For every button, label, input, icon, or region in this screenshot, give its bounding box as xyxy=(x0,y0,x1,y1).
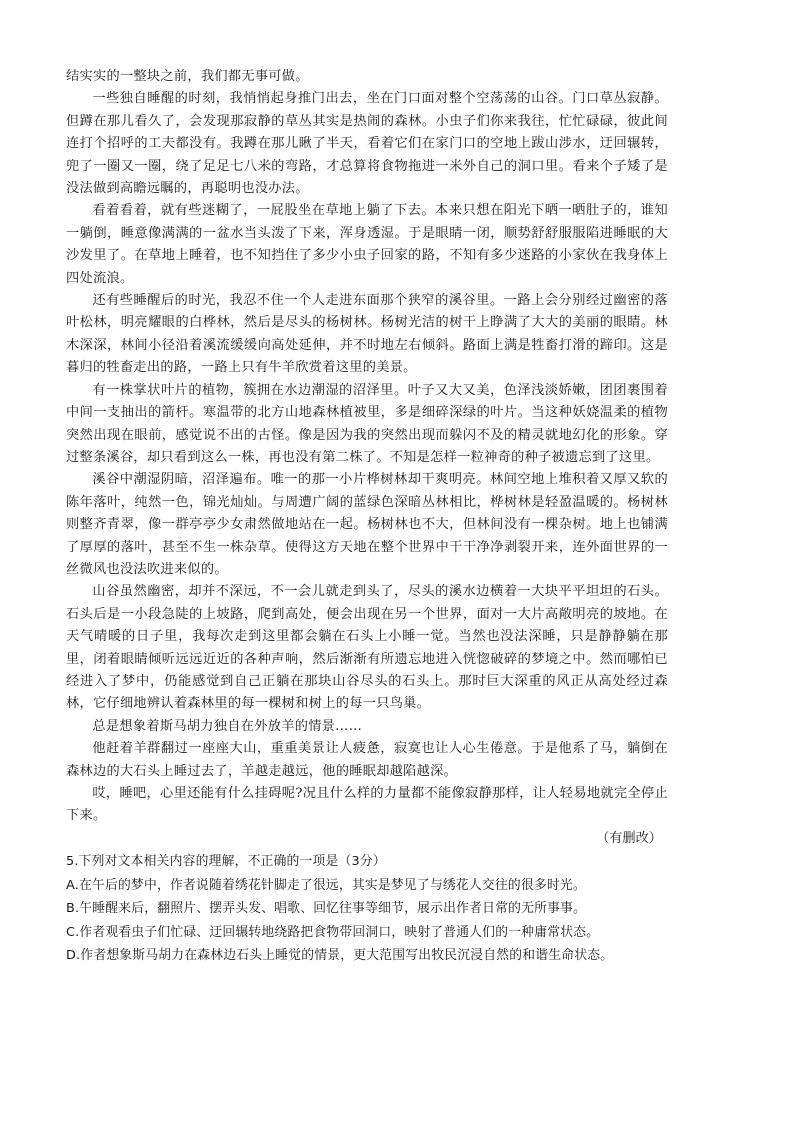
article-body xyxy=(66,66,668,850)
article-paragraph: 看着看着，就有些迷糊了，一屁股坐在草地上躺了下去。本来只想在阳光下晒一晒肚子的，谁知一躺倒，睡意像满满的一盆水当头泼了下来，浑身透湿。于是眼睛一闭，顺势舒舒服服陷进睡眠的大沙发里了。在草地上睡着，也不知挡住了多少小虫子回家的路，不知有多少迷路的小家伙在我身体上四处流浪。 xyxy=(66,203,668,286)
option-list xyxy=(66,874,668,968)
option-b: B.午睡醒来后，翻照片、摆弄头发、唱歌、回忆往事等细节，展示出作者日常的无所事事。 xyxy=(66,901,587,917)
document-page xyxy=(66,66,668,968)
article-paragraph: 他赶着羊群翻过一座座大山，重重美景让人疲惫，寂寞也让人心生倦意。于是他系了马，躺倒在森林边的大石头上睡过去了，羊越走越远，他的睡眠却越陷越深。 xyxy=(66,741,668,779)
article-paragraph: 一些独自睡醒的时刻，我悄悄起身推门出去，坐在门口面对整个空荡荡的山谷。门口草丛寂静。但蹲在那儿看久了，会发现那寂静的草丛其实是热闹的森林。小虫子们你来我往，忙忙碌碌，彼此间连打个招呼的工夫都没有。我蹲在那儿瞅了半天，看着它们在家门口的空地上跋山涉水，迂回辗转，兜了一圈又一圈，绕了足足七八米的弯路，才总算将食物拖进一米外自己的洞口里。看来个子矮了是没法做到高瞻远瞩的，再聪明也没办法。 xyxy=(66,91,668,197)
option-a: A.在午后的梦中，作者说随着绣花针脚走了很远，其实是梦见了与绣花人交往的很多时光。 xyxy=(66,877,586,893)
option-d: D.作者想象斯马胡力在森林边石头上睡觉的情景，更大范围写出牧民沉浸自然的和谐生命状态。 xyxy=(66,948,614,964)
article-paragraph: 溪谷中潮湿阴暗，沼泽遍布。唯一的那一小片桦树林却干爽明亮。林间空地上堆积着又厚又软的陈年落叶，纯然一色，锦光灿灿。与周遭广阔的蓝绿色深暗丛林相比，桦树林是轻盈温暖的。杨树林则整齐青翠，像一群亭亭少女肃然做地站在一起。杨树林也不大，但林间没有一棵杂树。地上也铺满了厚厚的落叶，甚至不生一株杂草。使得这方天地在整个世界中干干净净剥裂开来，连外面世界的一丝微风也没法吹进来似的。 xyxy=(66,472,668,577)
article-paragraph: 总是想象着斯马胡力独自在外放羊的情景…… xyxy=(92,718,363,734)
article-paragraph: 山谷虽然幽密，却并不深远，不一会儿就走到头了，尽头的溪水边横着一大块平平坦坦的石头。石头后是一小段急陡的上坡路，爬到高处，便会出现在另一个世界，面对一大片高敞明亮的坡地。在天气晴暖的日子里，我每次走到这里都会躺在石头上小睡一觉。当然也没法深睡，只是静静躺在那里，闭着眼睛倾听远远近近的各种声响，然后渐渐有所遗忘地进入恍惚破碎的梦境之中。然而哪怕已经进入了梦中，仍能感觉到自己正躺在那块山谷尽头的石头上。那时巨大深重的风正从高处经过森林，它仔细地辨认着森林里的每一棵树和树上的每一只鸟巢。 xyxy=(66,584,668,712)
article-paragraph: 结实实的一整块之前，我们都无事可做。 xyxy=(66,69,309,84)
article-paragraph: 哎，睡吧，心里还能有什么挂碍呢?况且什么样的力量都不能像寂静那样，让人轻易地就完全停止下来。 xyxy=(66,786,668,824)
question-block xyxy=(66,850,668,968)
source-note: （有删改） xyxy=(596,830,662,846)
article-paragraph: 有一株掌状叶片的植物，簇拥在水边潮湿的沼泽里。叶子又大又美，色泽浅淡娇嫩，团团裹围着中间一支抽出的箭杆。寒温带的北方山地森林植被里，多是细碎深绿的叶片。当这种妖娆温柔的植物突然出现在眼前，感觉说不出的古怪。像是因为我的突然出现而躲闪不及的精灵就地幻化的形象。穿过整条溪谷，却只看到这么一株，再也没有第二株了。不知是怎样一粒神奇的种子被遗忘到了这里。 xyxy=(66,382,668,465)
option-c: C.作者观看虫子们忙碌、迂回辗转地绕路把食物带回洞口，映射了普通人们的一种庸常状态。 xyxy=(66,924,600,940)
article-paragraph: 还有些睡醒后的时光，我忍不住一个人走进东面那个狭窄的溪谷里。一路上会分别经过幽密的落叶松林，明亮耀眼的白桦林，然后是尽头的杨树林。杨树光洁的树干上睁满了大大的美丽的眼睛。林木深深，林间小径沿着溪流缓缓向高处延伸，并不时地左右倾斜。路面上满是牲畜打滑的蹄印。这是暮归的牲畜走出的路，一路上只有牛羊欣赏着这里的美景。 xyxy=(66,293,668,376)
question-stem: 5.下列对文本相关内容的理解，不正确的一项是（3分） xyxy=(66,854,386,870)
